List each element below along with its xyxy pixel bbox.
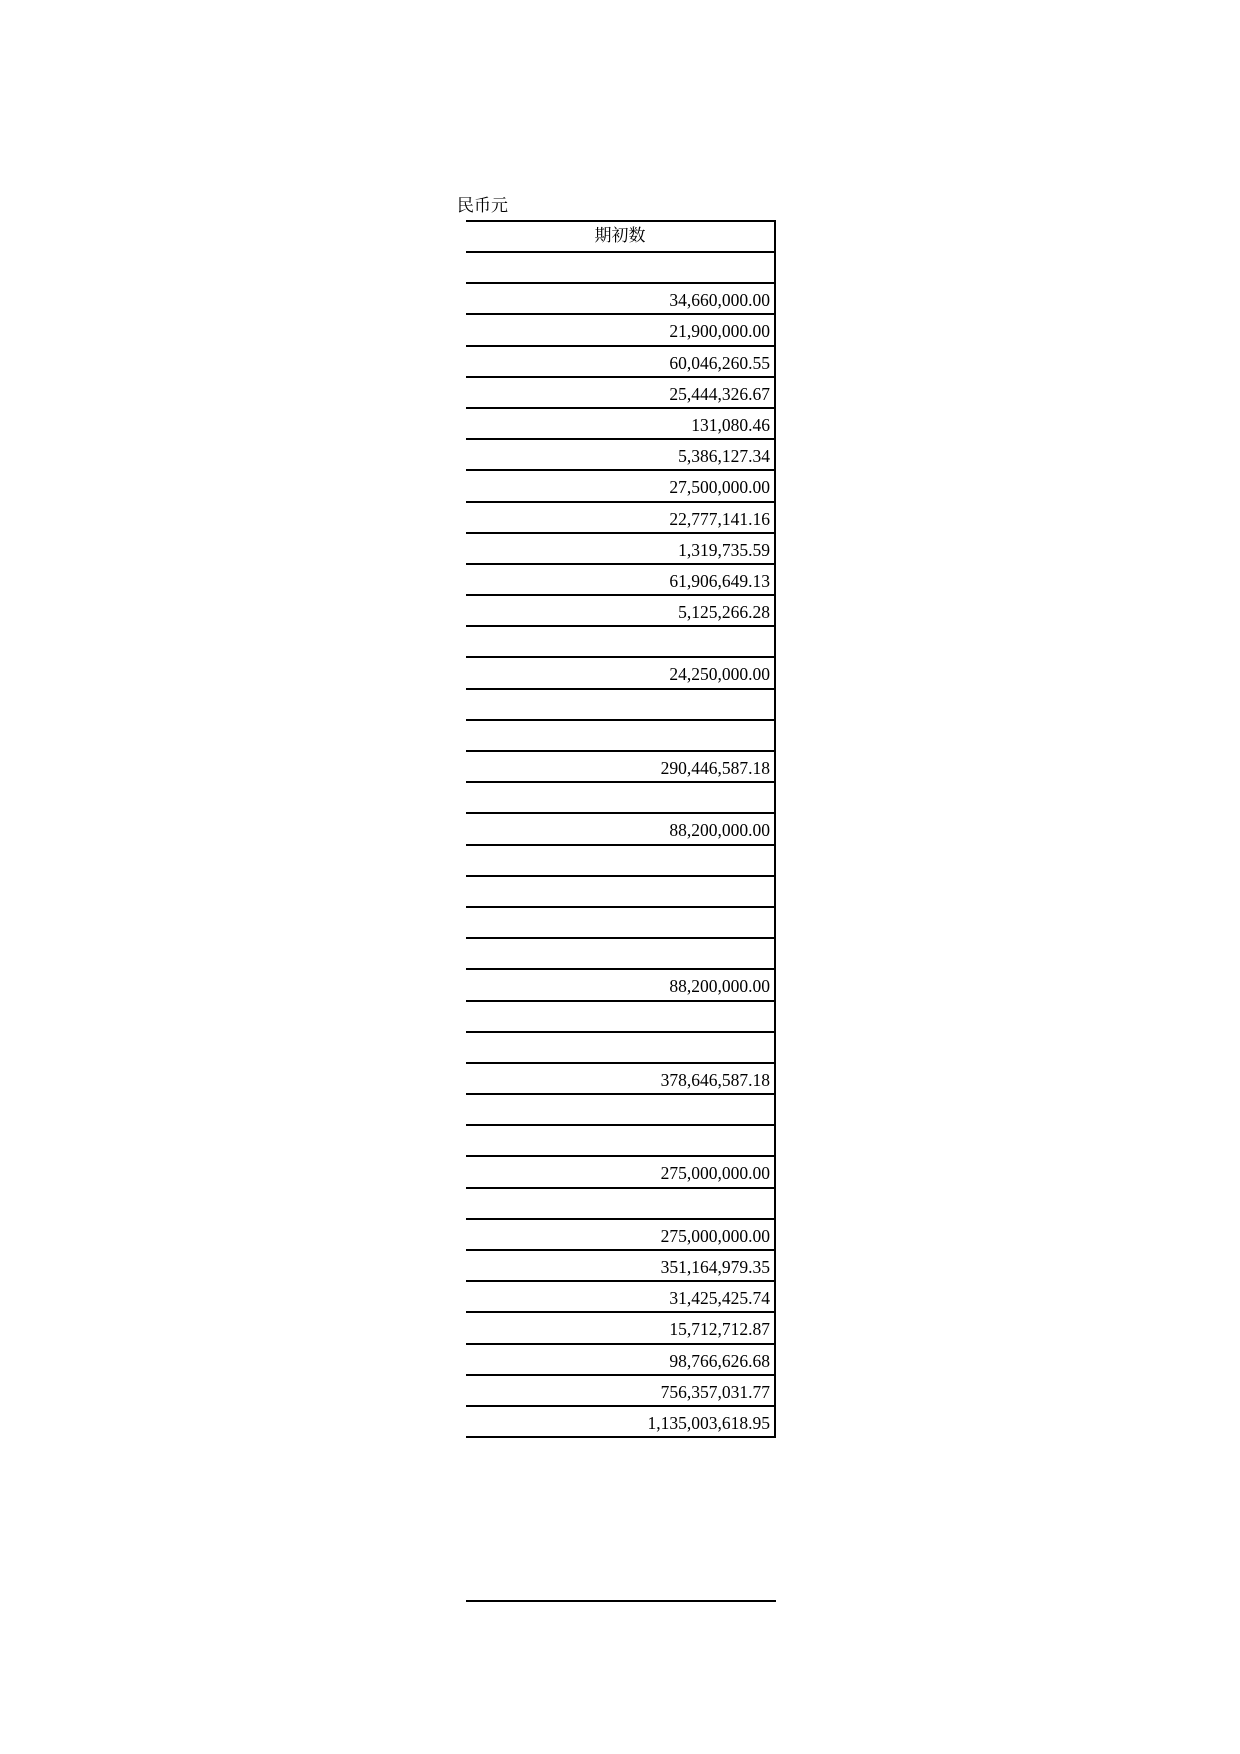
table-row (466, 1126, 774, 1157)
table-row: 88,200,000.00 (466, 970, 774, 1001)
table-row: 1,135,003,618.95 (466, 1407, 774, 1438)
column-header-opening-balance: 期初数 (466, 222, 774, 253)
table-row: 5,125,266.28 (466, 596, 774, 627)
table-row (466, 721, 774, 752)
table-row: 25,444,326.67 (466, 378, 774, 409)
table-row (466, 253, 774, 284)
table-row: 27,500,000.00 (466, 471, 774, 502)
table-row: 61,906,649.13 (466, 565, 774, 596)
currency-unit-label (457, 194, 544, 218)
table-row (466, 908, 774, 939)
table-row: 24,250,000.00 (466, 658, 774, 689)
signature-underline (466, 1600, 776, 1602)
table-row (466, 783, 774, 814)
table-row: 756,357,031.77 (466, 1376, 774, 1407)
table-row: 1,319,735.59 (466, 534, 774, 565)
table-row: 31,425,425.74 (466, 1282, 774, 1313)
table-row: 378,646,587.18 (466, 1064, 774, 1095)
table-row (466, 939, 774, 970)
table-row: 275,000,000.00 (466, 1220, 774, 1251)
table-row (466, 627, 774, 658)
table-row (466, 877, 774, 908)
table-row: 351,164,979.35 (466, 1251, 774, 1282)
table-row: 290,446,587.18 (466, 752, 774, 783)
table-row (466, 1002, 774, 1033)
table-row: 275,000,000.00 (466, 1157, 774, 1188)
table-rows (466, 253, 774, 1438)
table-row: 5,386,127.34 (466, 440, 774, 471)
table-row: 88,200,000.00 (466, 814, 774, 845)
table-row (466, 1189, 774, 1220)
currency-unit-text: 民币元 (457, 196, 508, 216)
table-row: 15,712,712.87 (466, 1313, 774, 1344)
table-row (466, 1033, 774, 1064)
table-row (466, 846, 774, 877)
table-row: 34,660,000.00 (466, 284, 774, 315)
table-row: 60,046,260.55 (466, 347, 774, 378)
balance-column (466, 220, 776, 1438)
table-row (466, 1095, 774, 1126)
table-row: 98,766,626.68 (466, 1345, 774, 1376)
table-row: 131,080.46 (466, 409, 774, 440)
table-row: 22,777,141.16 (466, 503, 774, 534)
table-row: 21,900,000.00 (466, 315, 774, 346)
table-row (466, 690, 774, 721)
